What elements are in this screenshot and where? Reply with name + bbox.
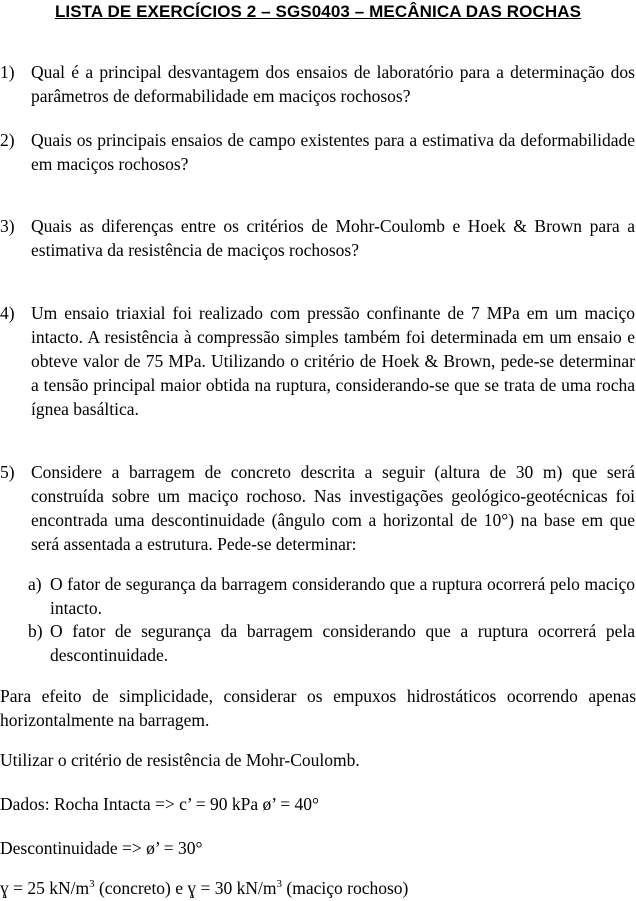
question-text: Um ensaio triaxial foi realizado com pressão confinante de 7 MPa em um maciço intacto. A resistência à compressão simples também foi determinada em um ensaio e obteve valor de 75 MPa. Utilizando o critério de Hoek & Brown, pede-se determinar a tensão principal maior obtida na ruptura, considerando-se que se trata de uma rocha ígnea basáltica. bbox=[31, 303, 635, 419]
unit-exponent: 3 bbox=[89, 878, 95, 891]
question-number: 2) bbox=[0, 130, 15, 150]
unit-weight-text: (concreto) e ɣ = 30 kN/m bbox=[94, 878, 277, 898]
subitem-label: b) bbox=[28, 621, 43, 641]
question-text: Considere a barragem de concreto descrita a seguir (altura de 30 m) que será construída sobre um maciço rochoso. Nas investigações geológico-geotécnicas foi encontrada uma descontinuidade (ângulo com a horizontal de 10°) na base em que será assentada a estrutura. Pede-se determinar: bbox=[31, 462, 635, 554]
unit-weight-text: (maciço rochoso) bbox=[282, 878, 409, 898]
subitem-label: a) bbox=[28, 574, 42, 594]
unit-exponent: 3 bbox=[276, 878, 283, 891]
unit-weight-text: ɣ = 25 kN/m bbox=[0, 878, 90, 898]
page-title: LISTA DE EXERCÍCIOS 2 – SGS0403 – MECÂNICA DAS ROCHAS bbox=[54, 2, 582, 21]
question-number: 5) bbox=[0, 462, 15, 482]
question-2 bbox=[0, 128, 636, 176]
note-criterion: Utilizar o critério de resistência de Mohr-Coulomb. bbox=[0, 750, 360, 770]
question-number: 4) bbox=[0, 303, 15, 323]
subitem-text: O fator de segurança da barragem considerando que a ruptura ocorrerá pelo maciço intacto. bbox=[50, 574, 635, 618]
question-text: Quais os principais ensaios de campo existentes para a estimativa da deformabilidade em maciços rochosos? bbox=[31, 130, 635, 174]
subitem-b bbox=[0, 619, 636, 667]
data-intact-rock: Dados: Rocha Intacta => c’ = 90 kPa ø’ = 40° bbox=[0, 794, 319, 814]
note-simplicity: Para efeito de simplicidade, considerar os empuxos hidrostáticos ocorrendo apenas horizontalmente na barragem. bbox=[0, 686, 636, 730]
question-4 bbox=[0, 301, 636, 421]
data-unit-weights bbox=[0, 876, 636, 900]
data-discontinuity: Descontinuidade => ø’ = 30° bbox=[0, 838, 203, 858]
question-text: Quais as diferenças entre os critérios de Mohr-Coulomb e Hoek & Brown para a estimativa da resistência de maciços rochosos? bbox=[31, 216, 635, 260]
subitem-text: O fator de segurança da barragem considerando que a ruptura ocorrerá pela descontinuidade. bbox=[50, 621, 635, 665]
question-number: 1) bbox=[0, 62, 15, 82]
question-number: 3) bbox=[0, 216, 15, 236]
question-1 bbox=[0, 60, 636, 108]
subitem-a bbox=[0, 572, 636, 620]
question-3 bbox=[0, 214, 636, 262]
question-text: Qual é a principal desvantagem dos ensaios de laboratório para a determinação dos parâmetros de deformabilidade em maciços rochosos? bbox=[31, 62, 635, 106]
question-5 bbox=[0, 460, 636, 556]
